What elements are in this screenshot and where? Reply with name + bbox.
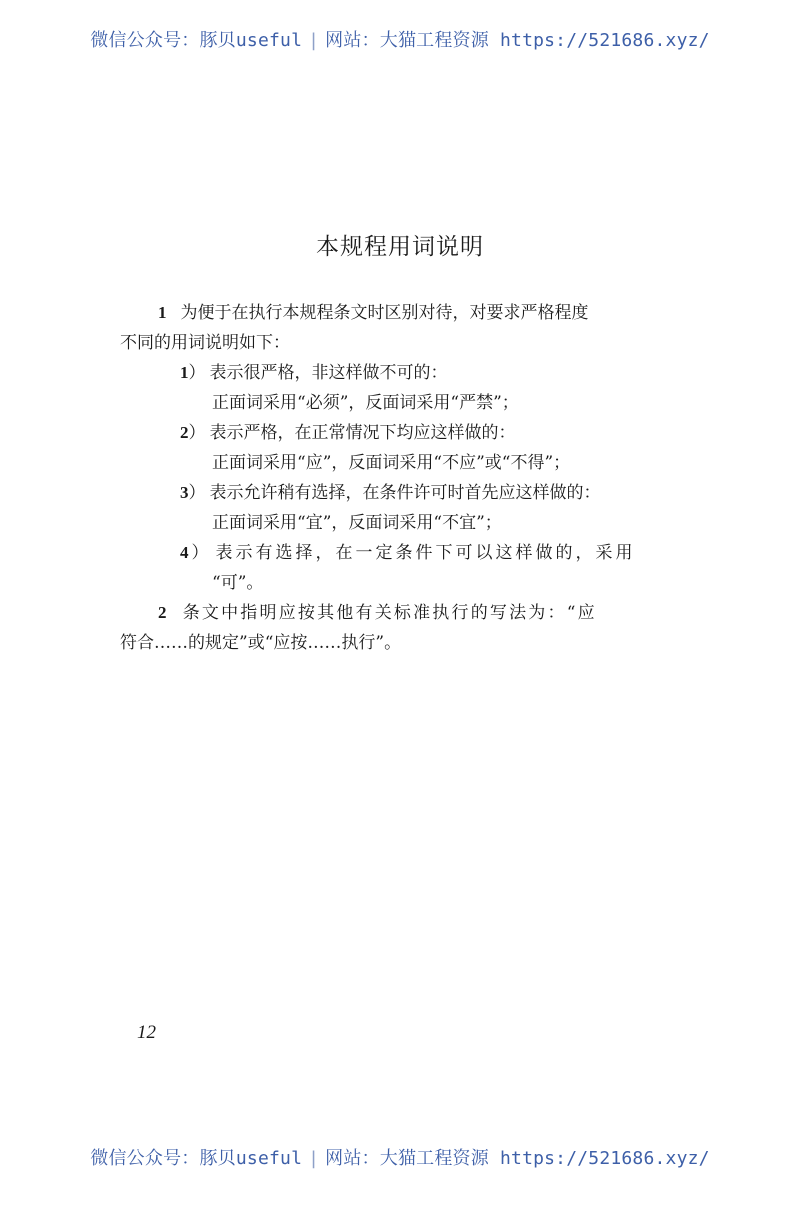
list-item-3-text: 表示允许稍有选择，在条件许可时首先应这样做的： bbox=[209, 483, 601, 503]
content-body bbox=[120, 298, 660, 658]
watermark-separator: | bbox=[308, 30, 320, 51]
list-item-2-label bbox=[120, 418, 660, 448]
section-2-number: 2 bbox=[158, 603, 169, 622]
list-item-2-paren: ） bbox=[188, 423, 206, 443]
list-item-4-paren: ） bbox=[191, 543, 212, 563]
list-item-3-label bbox=[120, 478, 660, 508]
list-item-1-number: 1 bbox=[180, 363, 189, 382]
list-item-1-paren: ） bbox=[188, 363, 206, 383]
section-2-text-line-1: 条文中指明应按其他有关标准执行的写法为：“应 bbox=[182, 603, 597, 623]
section-2-line-2 bbox=[120, 628, 660, 658]
watermark-separator: | bbox=[308, 1148, 320, 1169]
list-item-4-text: 表示有选择，在一定条件下可以这样做的，采用 bbox=[215, 543, 636, 563]
page-title: 本规程用词说明 bbox=[316, 234, 484, 260]
watermark-website-text: 网站：大猫工程资源 https://521686.xyz/ bbox=[325, 30, 710, 51]
list-item-3-paren: ） bbox=[188, 483, 206, 503]
list-item-2-detail: 正面词采用“应”，反面词采用“不应”或“不得”； bbox=[212, 453, 571, 473]
section-1-text-line-2: 不同的用词说明如下： bbox=[120, 333, 290, 353]
watermark-wechat-text: 微信公众号：豚贝useful bbox=[90, 1148, 303, 1169]
page-number: 12 bbox=[137, 1022, 156, 1043]
watermark-wechat-text: 微信公众号：豚贝useful bbox=[90, 30, 303, 51]
list-item-3-number: 3 bbox=[180, 483, 189, 502]
list-item-3-detail: 正面词采用“宜”，反面词采用“不宜”； bbox=[212, 513, 502, 533]
list-item-2-text: 表示严格，在正常情况下均应这样做的： bbox=[209, 423, 516, 443]
list-item-1-detail: 正面词采用“必须”，反面词采用“严禁”； bbox=[212, 393, 519, 413]
list-item-1-text: 表示很严格，非这样做不可的： bbox=[209, 363, 448, 383]
watermark-website-text: 网站：大猫工程资源 https://521686.xyz/ bbox=[325, 1148, 710, 1169]
list-item-4-number: 4 bbox=[180, 543, 192, 562]
section-1-number: 1 bbox=[158, 303, 167, 322]
section-2-line-1 bbox=[120, 598, 660, 628]
section-1-line-1 bbox=[120, 298, 660, 328]
watermark-header bbox=[0, 26, 800, 52]
section-1-text-line-1: 为便于在执行本规程条文时区别对待，对要求严格程度 bbox=[180, 303, 589, 323]
list-item-4-label bbox=[120, 538, 660, 568]
list-item-2-number: 2 bbox=[180, 423, 189, 442]
section-1-line-2 bbox=[120, 328, 660, 358]
watermark-footer bbox=[0, 1144, 800, 1170]
section-2-text-line-2: 符合……的规定”或“应按……执行”。 bbox=[120, 633, 402, 653]
list-item-1-label bbox=[120, 358, 660, 388]
list-item-4-detail: “可”。 bbox=[212, 573, 264, 593]
